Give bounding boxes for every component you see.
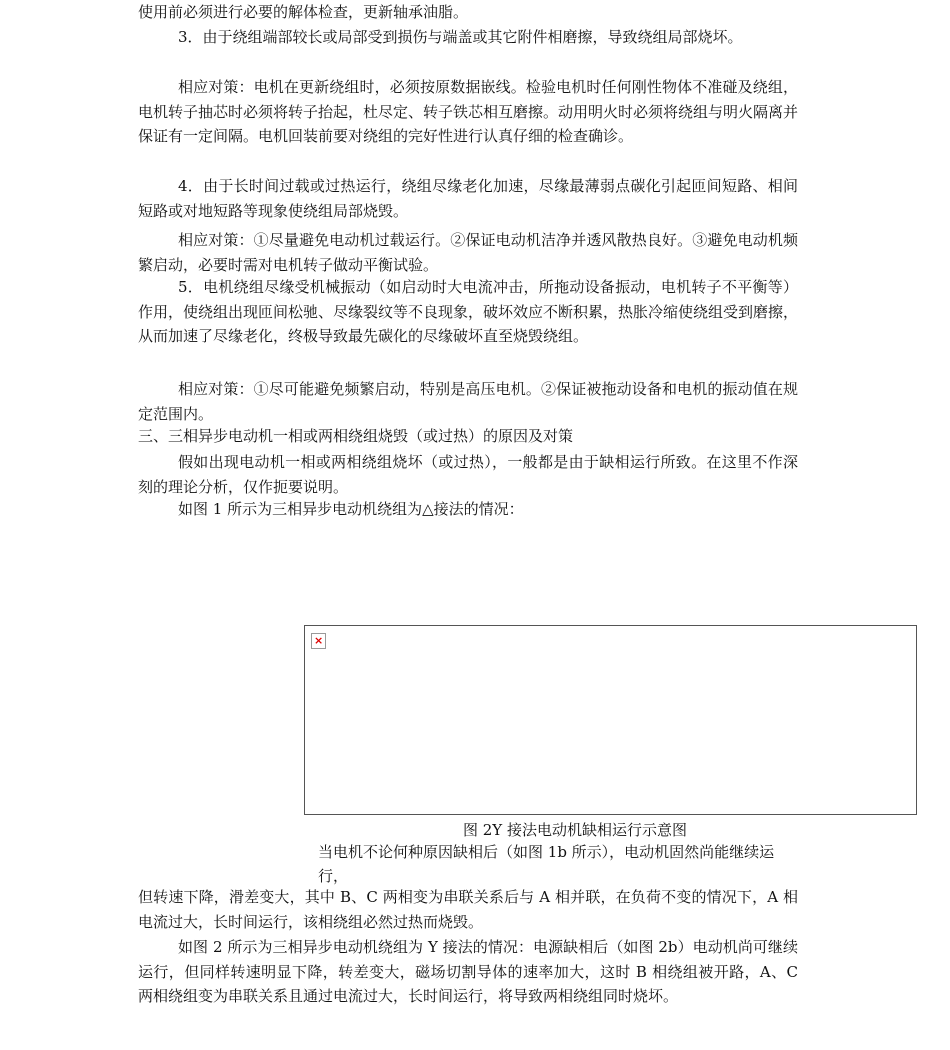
paragraph: 5．电机绕组尽缘受机械振动（如启动时大电流冲击，所拖动设备振动，电机转子不平衡等）作用，使绕组出现匝间松驰、尽缘裂纹等不良现象，破坏效应不断积累，热胀冷缩使绕组受到磨擦，从而加速了尽缘老化，终极导致最先碳化的尽缘破坏直至烧毁绕组。 [138, 278, 799, 345]
paragraph: 如图 2 所示为三相异步电动机绕组为 Y 接法的情况：电源缺相后（如图 2b）电动机尚可继续运行，但同样转速明显下降，转差变大，磁场切割导体的速率加大，这时 B 相绕组被开路，A、C 两相绕组变为串联关系且通过电流过大，长时间运行，将导致两相绕组同时烧坏。 [138, 938, 798, 1005]
paragraph: 使用前必须进行必要的解体检查，更新轴承油脂。 [138, 3, 469, 21]
paragraph: 相应对策：①尽可能避免频繁启动，特别是高压电机。②保证被拖动设备和电机的振动值在规定范围内。 [138, 380, 798, 423]
paragraph: 如图 1 所示为三相异步电动机绕组为△接法的情况： [178, 500, 524, 518]
figure-frame [304, 625, 917, 815]
paragraph: 假如出现电动机一相或两相绕组烧坏（或过热），一般都是由于缺相运行所致。在这里不作深刻的理论分析，仅作扼要说明。 [138, 453, 798, 496]
paragraph: 相应对策：电机在更新绕组时，必须按原数据嵌线。检验电机时任何刚性物体不准碰及绕组，电机转子抽芯时必须将转子抬起，杜尽定、转子铁芯相互磨擦。动用明火时必须将绕组与明火隔离并保证有一定间隔。电机回装前要对绕组的完好性进行认真仔细的检查确诊。 [138, 78, 799, 145]
figure-caption: 图 2Y 接法电动机缺相运行示意图 [463, 821, 687, 839]
paragraph: 但转速下降，滑差变大，其中 B、C 两相变为串联关系后与 A 相并联，在负荷不变的情况下，A 相电流过大，长时间运行，该相绕组必然过热而烧毁。 [138, 888, 798, 931]
section-heading: 三、三相异步电动机一相或两相绕组烧毁（或过热）的原因及对策 [138, 427, 574, 445]
figure-side-text: 当电机不论何种原因缺相后（如图 1b 所示），电动机固然尚能继续运行， [318, 843, 775, 885]
paragraph: 3．由于绕组端部较长或局部受到损伤与端盖或其它附件相磨擦，导致绕组局部烧坏。 [178, 28, 743, 46]
broken-image-icon: × [311, 633, 326, 649]
paragraph: 4．由于长时间过载或过热运行，绕组尽缘老化加速，尽缘最薄弱点碳化引起匝间短路、相间短路或对地短路等现象使绕组局部烧毁。 [138, 177, 798, 220]
paragraph: 相应对策：①尽量避免电动机过载运行。②保证电动机洁净并透风散热良好。③避免电动机频繁启动，必要时需对电机转子做动平衡试验。 [138, 231, 798, 274]
